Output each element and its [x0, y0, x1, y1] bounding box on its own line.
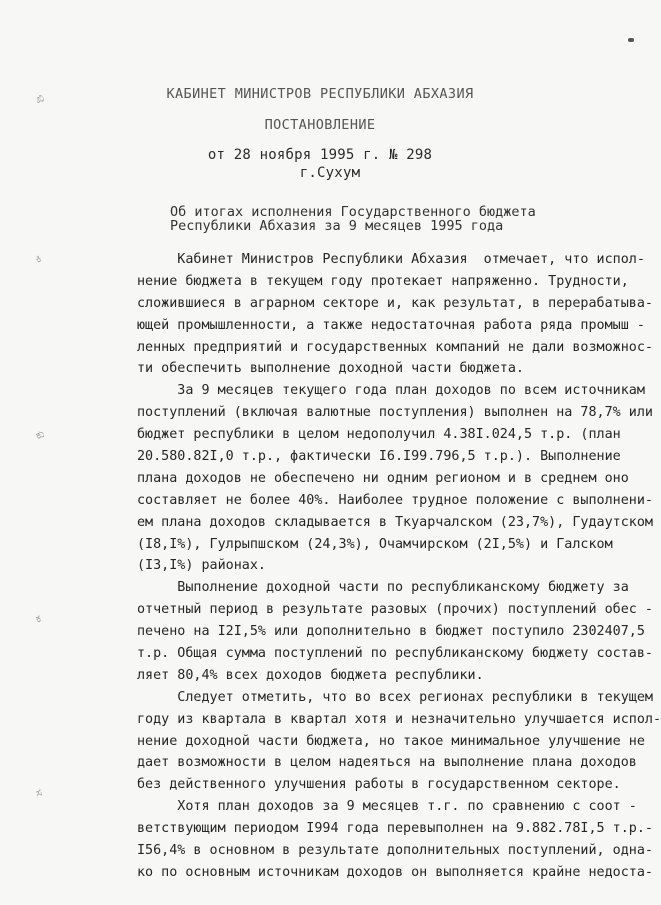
body-text-line: ти обеспечить выполнение доходной части бюджета.: [137, 361, 524, 377]
body-text-line: ко по основным источникам доходов он выполняется крайне недоста-: [137, 864, 653, 880]
body-text-line: поступлений (включая валютные поступления) выполнен на 78,7% или: [137, 405, 653, 421]
body-text-line: плана доходов не обеспечено ни одним регионом и в среднем оно: [137, 470, 629, 486]
subject-line-1: Об итогах исполнения Государственного бюджета: [170, 204, 536, 220]
document-type: ПОСТАНОВЛЕНИЕ: [264, 117, 376, 133]
margin-handwritten-mark: ಕು: [33, 426, 47, 443]
margin-handwritten-mark: ಖಿ: [33, 91, 46, 107]
body-text-line: ветствующим периодом I994 года перевыполнен на 9.882.78I,5 т.р.-: [137, 821, 653, 837]
body-text-line: ющей промышленности, а также недостаточная работа ряда промыш -: [137, 317, 645, 333]
body-text-line: (I8,I%), Гулрыпшском (24,3%), Очамчирском (2I,5%) и Галском: [137, 536, 613, 552]
body-text-line: Хотя план доходов за 9 месяцев т.г. по сравнению с соот -: [137, 799, 637, 815]
body-text-line: ляет 80,4% всех доходов бюджета республики.: [137, 667, 484, 683]
body-text-line: отчетный период в результате разовых (прочих) поступлений обес -: [137, 602, 653, 618]
document-body: [137, 249, 661, 884]
body-text-line: ленных предприятий и государственных компаний не дали возможнос-: [137, 339, 653, 355]
margin-handwritten-mark: ಸ: [33, 785, 44, 800]
body-text-line: нение бюджета в текущем году протекает напряженно. Трудности,: [137, 273, 629, 289]
body-text-line: без действенного улучшения работы в государственном секторе.: [137, 777, 621, 793]
body-text-line: дает возможности в целом надеяться на выполнение плана доходов: [137, 755, 637, 771]
body-text-line: Следует отметить, что во всех регионах республики в текущем: [137, 689, 653, 705]
body-text-line: т.р. Общая сумма поступлений по республиканскому бюджету состав-: [137, 646, 653, 662]
subject-line-2: Республики Абхазия за 9 месяцев 1995 года: [170, 218, 504, 234]
body-text-line: Выполнение доходной части по республиканскому бюджету за: [137, 580, 629, 596]
punch-hole-mark: [628, 38, 634, 42]
organization-heading: КАБИНЕТ МИНИСТРОВ РЕСПУБЛИКИ АБХАЗИЯ: [166, 86, 474, 102]
margin-handwritten-mark: ಕ: [33, 611, 43, 626]
document-date-number: от 28 ноября 1995 г. № 298: [207, 147, 433, 163]
body-text-line: составляет не более 40%. Наиболее трудное положение с выполнени-: [137, 492, 653, 508]
body-text-line: печено на I2I,5% или дополнительно в бюджет поступило 2302407,5: [137, 624, 645, 640]
document-city: г.Сухум: [299, 165, 361, 181]
body-text-line: сложившиеся в аграрном секторе и, как результат, в перерабатыва-: [137, 295, 653, 311]
body-text-line: Кабинет Министров Республики Абхазия отмечает, что испол-: [137, 252, 645, 267]
body-text-line: году из квартала в квартал хотя и незначительно улучшается испол-: [137, 711, 661, 727]
body-text-line: (I3,I%) районах.: [137, 558, 266, 574]
body-text-line: нение доходной части бюджета, но такое минимальное улучшение не: [137, 733, 645, 749]
body-text-line: бюджет республики в целом недополучил 4.38I.024,5 т.р. (план: [137, 427, 621, 443]
body-text-line: За 9 месяцев текущего года план доходов по всем источникам: [137, 383, 645, 399]
body-text-line: I56,4% в основном в результате дополнительных поступлений, одна-: [137, 843, 653, 859]
body-text-line: 20.580.82I,0 т.р., фактически I6.I99.796,5 т.р.). Выполнение: [137, 449, 621, 465]
margin-handwritten-mark: ಕಿ: [33, 251, 44, 266]
body-text-line: ем плана доходов складывается в Ткуарчалском (23,7%), Гудаутском: [137, 514, 653, 530]
